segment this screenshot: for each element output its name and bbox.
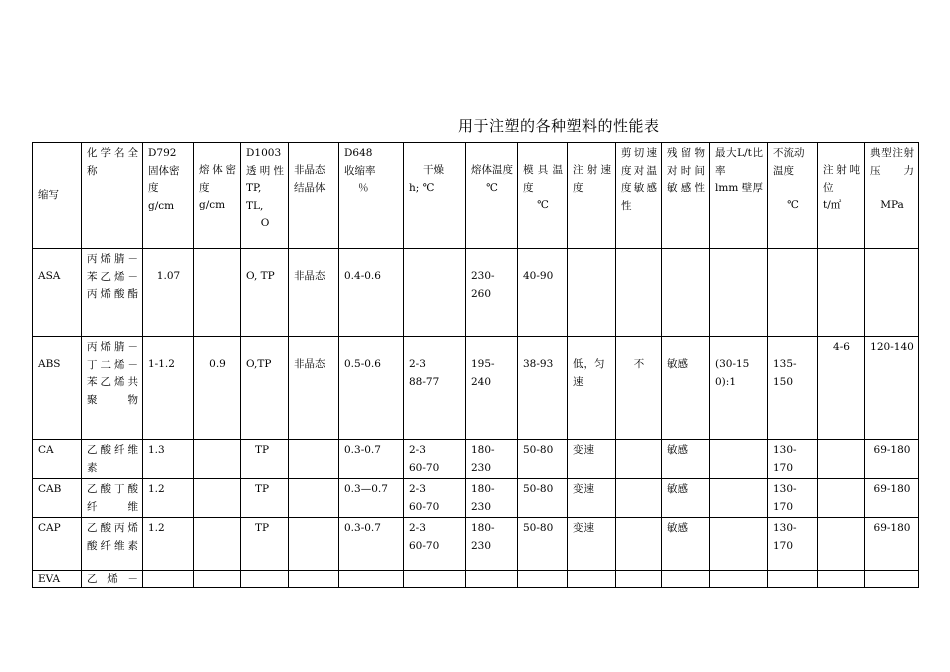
cell-density: 1.2	[143, 518, 194, 571]
cell-transparency: TP	[241, 479, 289, 518]
cell-mold-temp: 50-80	[518, 518, 568, 571]
cell-chem: 丙烯腈－苯乙烯－丙烯酸酯	[82, 249, 143, 337]
cell-lt-ratio	[710, 249, 768, 337]
header-mold-temp-unit: ℃	[537, 199, 549, 211]
cell-dry	[404, 518, 466, 571]
cell-chem: 丙烯腈－丁二烯－苯乙烯共聚物	[82, 337, 143, 440]
cell-melt-temp	[466, 337, 518, 440]
cell-melt-temp	[466, 249, 518, 337]
header-melt-temp-unit: ℃	[486, 181, 498, 194]
cell-melt-density	[194, 249, 241, 337]
cell-pressure	[865, 571, 919, 588]
cell-melt-temp-low: 180-	[471, 483, 495, 495]
cell-residence: 敏感	[662, 479, 710, 518]
cell-shrink: 0.4-0.6	[339, 249, 404, 337]
header-lt-ratio-unit: lmm 壁厚	[715, 182, 763, 194]
header-inj-speed: 注射速度	[568, 143, 616, 249]
header-dry	[404, 143, 466, 249]
cell-melt-temp	[466, 571, 518, 588]
cell-tonnage	[818, 249, 865, 337]
plastics-properties-table	[32, 142, 919, 588]
header-shear-sensitivity: 剪切速度对温度敏感性	[616, 143, 662, 249]
cell-pressure: 69-180	[865, 479, 919, 518]
header-dry-label: 干燥	[423, 164, 444, 176]
cell-abbr: CAP	[33, 518, 82, 571]
cell-melt-temp-high: 240	[471, 375, 492, 388]
header-transparency	[241, 143, 289, 249]
header-density-code: D792	[148, 147, 177, 159]
header-no-flow-unit: ℃	[787, 199, 799, 211]
cell-shrink: 0.3-0.7	[339, 518, 404, 571]
cell-dry-time: 2-3	[409, 522, 426, 534]
cell-shear	[616, 571, 662, 588]
cell-no-flow-low: 130-	[773, 444, 797, 456]
cell-no-flow-high: 170	[773, 539, 794, 552]
table-row	[33, 571, 919, 588]
header-transparency-o: O	[260, 217, 270, 229]
cell-transparency: TP	[241, 440, 289, 479]
cell-melt-temp	[466, 440, 518, 479]
cell-no-flow	[768, 518, 818, 571]
cell-shear	[616, 249, 662, 337]
cell-lt-ratio: (30-150):1	[710, 337, 768, 440]
cell-dry-time: 2-3	[409, 483, 426, 495]
cell-dry-temp: 60-70	[409, 461, 440, 474]
cell-crystal: 非晶态	[289, 337, 339, 440]
cell-melt-density	[194, 518, 241, 571]
cell-no-flow	[768, 337, 818, 440]
cell-transparency: O,TP	[241, 337, 289, 440]
header-lt-ratio	[710, 143, 768, 249]
cell-melt-temp-high: 230	[471, 500, 492, 513]
header-density-unit: g/cm	[148, 199, 175, 212]
cell-transparency: O, TP	[241, 249, 289, 337]
cell-melt-temp-low: 180-	[471, 522, 495, 534]
header-dry-unit: h; ℃	[409, 181, 435, 194]
cell-density: 1-1.2	[143, 337, 194, 440]
header-crystal: 非晶态结晶体	[289, 143, 339, 249]
header-shrink	[339, 143, 404, 249]
table-row	[33, 440, 919, 479]
header-density-label: 固体密度	[148, 164, 180, 194]
header-melt-density-label: 熔体密度	[199, 164, 236, 194]
cell-residence: 敏感	[662, 440, 710, 479]
cell-no-flow-high: 170	[773, 461, 794, 474]
cell-mold-temp	[518, 571, 568, 588]
cell-melt-temp-low: 195-	[471, 358, 495, 370]
cell-shrink	[339, 571, 404, 588]
cell-inj-speed	[568, 249, 616, 337]
cell-pressure: 69-180	[865, 440, 919, 479]
cell-chem: 乙酸纤维素	[82, 440, 143, 479]
header-pressure-label: 典型注射压力	[870, 147, 914, 177]
cell-transparency: TP	[241, 518, 289, 571]
cell-pressure	[865, 249, 919, 337]
header-pressure	[865, 143, 919, 249]
header-lt-ratio-label: 最大L/t比率	[715, 147, 763, 177]
cell-melt-density: 0.9	[194, 337, 241, 440]
cell-mold-temp: 40-90	[518, 249, 568, 337]
cell-tonnage	[818, 571, 865, 588]
header-melt-temp	[466, 143, 518, 249]
header-transparency-tp: TP,	[246, 182, 262, 194]
cell-melt-temp-high: 260	[471, 287, 492, 300]
cell-no-flow-high: 150	[773, 375, 794, 388]
cell-dry-time: 2-3	[409, 444, 426, 456]
cell-shrink: 0.3-0.7	[339, 440, 404, 479]
cell-density: 1.2	[143, 479, 194, 518]
table-row	[33, 249, 919, 337]
header-chem-name: 化学名全称	[82, 143, 143, 249]
cell-melt-temp-low: 180-	[471, 444, 495, 456]
cell-chem: 乙酸丙烯酸纤维素	[82, 518, 143, 571]
table-row	[33, 479, 919, 518]
header-shrink-label: 收缩率	[344, 164, 376, 177]
cell-inj-speed: 变速	[568, 440, 616, 479]
cell-dry-temp: 88-77	[409, 375, 440, 388]
cell-tonnage: 4-6	[818, 337, 865, 440]
cell-dry	[404, 571, 466, 588]
cell-shear: 不	[616, 337, 662, 440]
cell-lt-ratio	[710, 479, 768, 518]
header-melt-density-unit: g/cm	[199, 199, 226, 211]
cell-melt-temp-low: 230-	[471, 270, 495, 282]
cell-tonnage	[818, 479, 865, 518]
table-header-row	[33, 143, 919, 249]
cell-inj-speed: 变速	[568, 518, 616, 571]
cell-shear	[616, 518, 662, 571]
cell-density: 1.07	[143, 249, 194, 337]
cell-melt-temp-high: 230	[471, 539, 492, 552]
cell-mold-temp: 38-93	[518, 337, 568, 440]
header-transparency-tl: TL,	[246, 199, 264, 212]
cell-abbr: ABS	[33, 337, 82, 440]
cell-no-flow	[768, 479, 818, 518]
header-density	[143, 143, 194, 249]
header-mold-temp	[518, 143, 568, 249]
cell-inj-speed	[568, 571, 616, 588]
cell-dry	[404, 440, 466, 479]
cell-pressure: 120-140	[865, 337, 919, 440]
cell-crystal	[289, 479, 339, 518]
header-pressure-unit: MPa	[880, 199, 904, 211]
cell-melt-density	[194, 440, 241, 479]
cell-inj-speed: 低，匀速	[568, 337, 616, 440]
cell-residence: 敏感	[662, 337, 710, 440]
cell-density	[143, 571, 194, 588]
cell-melt-density	[194, 571, 241, 588]
cell-no-flow	[768, 571, 818, 588]
header-tonnage-unit: t/㎡	[823, 199, 842, 211]
cell-tonnage	[818, 518, 865, 571]
header-tonnage	[818, 143, 865, 249]
cell-dry-time: 2-3	[409, 358, 426, 370]
header-abbr: 缩写	[33, 143, 82, 249]
cell-crystal: 非晶态	[289, 249, 339, 337]
cell-abbr: EVA	[33, 571, 82, 588]
cell-dry-temp: 60-70	[409, 500, 440, 513]
cell-lt-ratio	[710, 571, 768, 588]
cell-melt-temp	[466, 479, 518, 518]
cell-transparency	[241, 571, 289, 588]
header-no-flow-label: 不流动温度	[773, 147, 805, 177]
cell-shear	[616, 479, 662, 518]
cell-melt-temp	[466, 518, 518, 571]
header-melt-temp-label: 熔体温度	[471, 164, 513, 176]
cell-no-flow-low: 130-	[773, 483, 797, 495]
cell-dry	[404, 479, 466, 518]
cell-no-flow	[768, 440, 818, 479]
cell-crystal	[289, 571, 339, 588]
cell-tonnage	[818, 440, 865, 479]
cell-dry	[404, 337, 466, 440]
cell-melt-temp-high: 230	[471, 461, 492, 474]
table-row	[33, 518, 919, 571]
header-transparency-label: 透明性	[246, 164, 284, 177]
header-tonnage-label: 注射吨位	[823, 164, 860, 194]
table-row	[33, 337, 919, 440]
header-no-flow-temp	[768, 143, 818, 249]
header-shrink-unit: ％	[358, 182, 369, 194]
cell-lt-ratio	[710, 518, 768, 571]
cell-residence	[662, 571, 710, 588]
cell-chem: 乙酸丁酸纤维	[82, 479, 143, 518]
cell-mold-temp: 50-80	[518, 440, 568, 479]
cell-shrink: 0.3—0.7	[339, 479, 404, 518]
cell-residence	[662, 249, 710, 337]
cell-abbr: CA	[33, 440, 82, 479]
page-title: 用于注塑的各种塑料的性能表	[458, 117, 660, 135]
cell-dry	[404, 249, 466, 337]
header-mold-temp-label: 模具温度	[523, 164, 563, 194]
cell-crystal	[289, 440, 339, 479]
cell-melt-density	[194, 479, 241, 518]
cell-shear	[616, 440, 662, 479]
cell-shrink: 0.5-0.6	[339, 337, 404, 440]
cell-no-flow-low: 135-	[773, 358, 797, 370]
cell-no-flow-low: 130-	[773, 522, 797, 534]
header-shrink-code: D648	[344, 147, 373, 159]
header-residence-sensitivity: 残留物对时间敏感性	[662, 143, 710, 249]
header-melt-density	[194, 143, 241, 249]
cell-no-flow-high: 170	[773, 500, 794, 513]
cell-pressure: 69-180	[865, 518, 919, 571]
header-transparency-code: D1003	[246, 147, 282, 159]
cell-crystal	[289, 518, 339, 571]
cell-abbr: ASA	[33, 249, 82, 337]
cell-residence: 敏感	[662, 518, 710, 571]
cell-mold-temp: 50-80	[518, 479, 568, 518]
cell-lt-ratio	[710, 440, 768, 479]
cell-chem: 乙烯－	[82, 571, 143, 588]
cell-dry-temp: 60-70	[409, 539, 440, 552]
cell-abbr: CAB	[33, 479, 82, 518]
cell-no-flow	[768, 249, 818, 337]
cell-density: 1.3	[143, 440, 194, 479]
cell-inj-speed: 变速	[568, 479, 616, 518]
